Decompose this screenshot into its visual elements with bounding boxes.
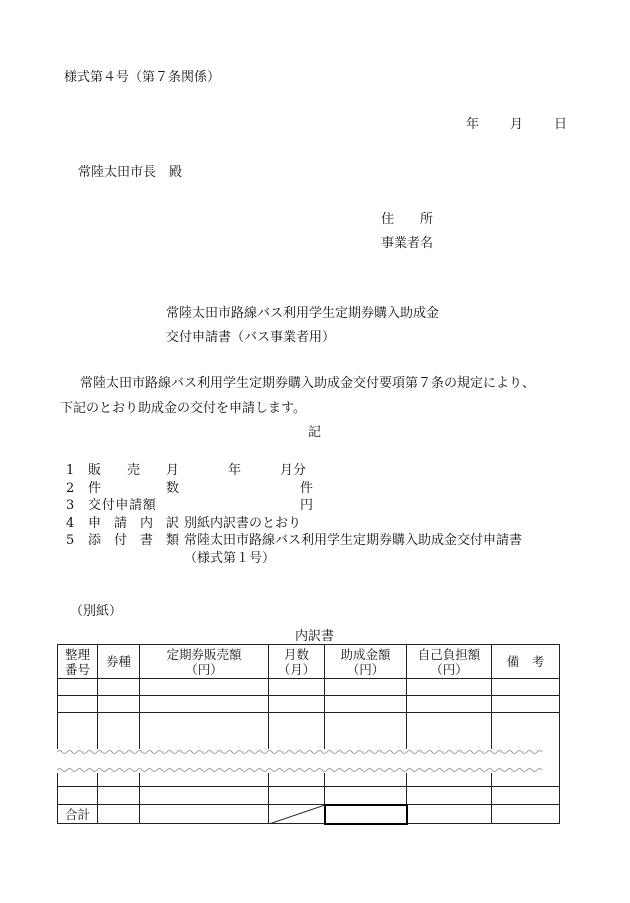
item-value: 年 月分 <box>228 463 307 478</box>
column-header: 自己負担額 （円） <box>407 645 492 679</box>
address-label: 住 所 <box>381 212 434 227</box>
table-cell[interactable] <box>492 696 560 713</box>
item-number: 5 <box>66 533 75 548</box>
body-text-line1: 常陸太田市路線バス利用学生定期券購入助成金交付要項第７条の規定により、 <box>80 376 536 391</box>
date-month: 月 <box>510 117 524 132</box>
item-label: 件 数 <box>88 480 180 496</box>
date-year: 年 <box>466 117 480 132</box>
table-cell[interactable] <box>492 787 560 805</box>
table-cell[interactable] <box>269 713 325 751</box>
item-label: 販 売 月 <box>88 463 180 478</box>
table-cell[interactable] <box>140 696 269 713</box>
table-cell[interactable] <box>325 713 407 751</box>
table-cell[interactable] <box>492 805 560 824</box>
document-title-line1: 常陸太田市路線バス利用学生定期券購入助成金 <box>166 306 440 321</box>
document-title-line2: 交付申請書（バス事業者用） <box>166 330 336 345</box>
item-number: 3 <box>66 498 75 513</box>
table-row <box>58 787 560 805</box>
table-cell[interactable] <box>407 679 492 696</box>
breakdown-title: 内訳書 <box>295 629 335 644</box>
business-name-label: 事業者名 <box>381 236 434 251</box>
item-value-continuation: （様式第１号） <box>184 550 276 566</box>
column-header: 定期券販売額 （円） <box>140 645 269 679</box>
column-header: 券種 <box>98 645 140 679</box>
table-cell[interactable] <box>58 787 98 805</box>
item-number: 1 <box>66 463 75 478</box>
table-cell[interactable] <box>492 679 560 696</box>
table-cell[interactable] <box>98 713 140 751</box>
table-cell[interactable] <box>98 696 140 713</box>
table-cell[interactable] <box>325 696 407 713</box>
table-cell[interactable] <box>407 787 492 805</box>
table-cell[interactable] <box>269 787 325 805</box>
table-cell[interactable] <box>98 805 140 824</box>
table-cell[interactable] <box>407 713 492 751</box>
item-value: 別紙内訳書のとおり <box>184 515 302 531</box>
table-row <box>58 713 560 751</box>
item-number: 2 <box>66 480 75 496</box>
table-cell[interactable] <box>58 679 98 696</box>
table-cell[interactable] <box>98 787 140 805</box>
table-total-row <box>58 805 560 824</box>
table-cell[interactable] <box>407 805 492 824</box>
item-label: 添 付 書 類 <box>88 533 180 548</box>
total-subsidy-cell[interactable] <box>325 805 407 824</box>
table-cell[interactable] <box>325 787 407 805</box>
table-cell[interactable] <box>98 679 140 696</box>
table-cell[interactable] <box>140 787 269 805</box>
addressee: 常陸太田市長 殿 <box>78 165 183 180</box>
table-cell[interactable] <box>269 679 325 696</box>
column-header: 月数 （月） <box>269 645 325 679</box>
form-number: 様式第４号（第７条関係） <box>64 70 221 85</box>
breakdown-table <box>57 644 560 824</box>
item-value: 件 <box>300 480 314 496</box>
table-break-marker <box>57 749 559 773</box>
table-cell[interactable] <box>140 805 269 824</box>
table-row <box>58 696 560 713</box>
table-header-row <box>58 645 560 679</box>
table-cell[interactable] <box>140 679 269 696</box>
item-value: 円 <box>300 498 314 513</box>
date-day: 日 <box>554 117 568 132</box>
item-number: 4 <box>66 515 75 531</box>
column-header: 備 考 <box>492 645 560 679</box>
column-header: 整理 番号 <box>58 645 98 679</box>
table-cell[interactable] <box>269 696 325 713</box>
table-cell[interactable] <box>325 679 407 696</box>
table-cell[interactable] <box>58 713 98 751</box>
total-label: 合計 <box>58 805 98 824</box>
ki-heading: 記 <box>308 425 322 440</box>
item-value: 常陸太田市路線バス利用学生定期券購入助成金交付申請書 <box>184 533 523 548</box>
table-cell[interactable] <box>492 713 560 751</box>
table-cell[interactable] <box>58 696 98 713</box>
item-label: 申 請 内 訳 <box>88 515 180 531</box>
table-cell[interactable] <box>140 713 269 751</box>
wavy-break-line <box>57 749 559 773</box>
annex-label: （別紙） <box>70 604 123 619</box>
column-header: 助成金額 （円） <box>325 645 407 679</box>
table-cell[interactable] <box>407 696 492 713</box>
struck-cell <box>269 805 325 824</box>
table-row <box>58 679 560 696</box>
body-text-line2: 下記のとおり助成金の交付を申請します。 <box>60 401 306 416</box>
diagonal-strike-line <box>269 805 325 824</box>
item-label: 交付申請額 <box>88 498 157 513</box>
